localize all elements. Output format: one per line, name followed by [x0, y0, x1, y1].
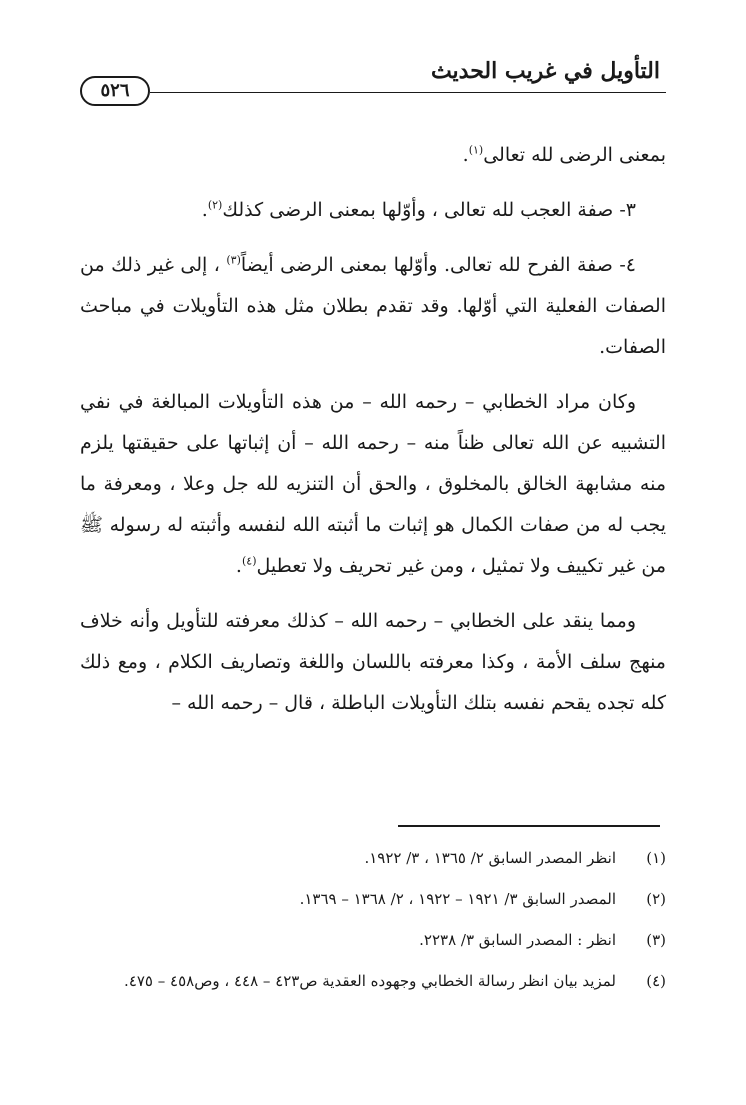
paragraph-1-text: بمعنى الرضى لله تعالى [483, 144, 666, 166]
paragraph-2-text: ٣- صفة العجب لله تعالى ، وأوّلها بمعنى الرضى كذلك [222, 199, 636, 221]
paragraph-4 [80, 382, 666, 587]
footnote-ref-3: (٣) [226, 253, 241, 267]
footnote-number: (١) [646, 849, 666, 867]
paragraph-1 [80, 135, 666, 176]
footnote-separator [398, 825, 660, 827]
footnote-ref-2: (٢) [207, 198, 223, 212]
paragraph-3-text-b: ، إلى غير ذلك من الصفات الفعلية التي أوّلها. وقد تقدم بطلان مثل هذه التأويلات في مباحث الصفات. [80, 254, 666, 358]
paragraph-2-tail: . [201, 199, 208, 221]
page-number: ٥٢٦ [80, 76, 150, 106]
footnote-text: انظر : المصدر السابق ٣/ ٢٢٣٨. [419, 931, 616, 949]
paragraph-5: ومما ينقد على الخطابي – رحمه الله – كذلك معرفته للتأويل وأنه خلاف منهج سلف الأمة ، وكذا معرفته باللسان واللغة وتصاريف الكلام ، ومع ذلك كله تجده يقحم نفسه بتلك التأويلات الباطلة ، قال – رحمه الله – [80, 610, 666, 714]
paragraph-3 [80, 245, 666, 368]
paragraph-1-tail: . [462, 144, 469, 166]
paragraph-3-text-a: ٤- صفة الفرح لله تعالى. وأوّلها بمعنى الرضى أيضاً [240, 254, 636, 276]
footnote-text: المصدر السابق ٣/ ١٩٢١ – ١٩٢٢ ، ٢/ ١٣٦٨ – ١٣٦٩. [299, 890, 616, 908]
footnote-text: انظر المصدر السابق ٢/ ١٣٦٥ ، ٣/ ١٩٢٢. [364, 849, 616, 867]
running-title: التأويل في غريب الحديث [430, 58, 660, 84]
footnotes [80, 845, 666, 1009]
paragraph-2 [80, 190, 666, 231]
header-rule [150, 92, 666, 93]
footnote-number: (٤) [646, 972, 666, 990]
main-text [80, 135, 666, 738]
footnote-number: (٣) [646, 931, 666, 949]
footnote-2 [80, 886, 666, 913]
paragraph-4-text: وكان مراد الخطابي – رحمه الله – من هذه التأويلات المبالغة في نفي التشبيه عن الله تعالى ظناً منه – رحمه الله – أن إثباتها على حقيقتها يلزم منه مشابهة الخالق بالمخلوق ، والحق أن التنزيه لله جل وعلا ، ومعرفة ما يجب له من صفات الكمال هو إثبات ما أثبته الله لنفسه وأثبته له رسوله ﷺ من غير تكييف ولا تمثيل ، ومن غير تحريف ولا تعطيل [80, 391, 666, 577]
footnote-3 [80, 927, 666, 954]
paragraph-4-tail: . [235, 555, 242, 577]
footnote-text: لمزيد بيان انظر رسالة الخطابي وجهوده العقدية ص٤٢٣ – ٤٤٨ ، وص٤٥٨ – ٤٧٥. [124, 972, 616, 990]
footnote-ref-4: (٤) [241, 554, 257, 568]
footnote-4 [80, 968, 666, 995]
footnote-1 [80, 845, 666, 872]
footnote-number: (٢) [646, 890, 666, 908]
footnote-ref-1: (١) [468, 143, 484, 157]
